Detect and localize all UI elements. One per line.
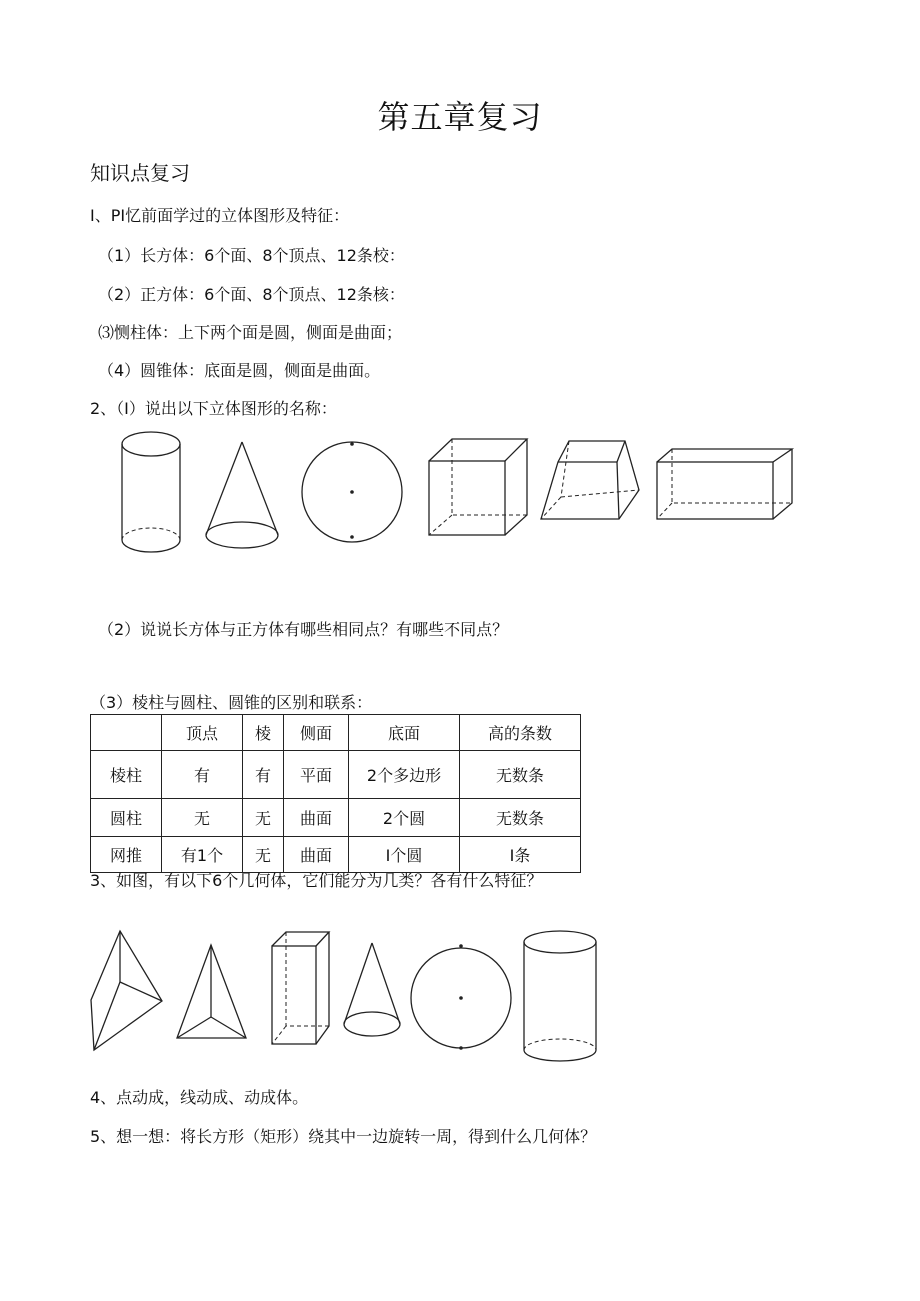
q2-part2: （2）说说长方体与正方体有哪些相同点？有哪些不同点？ (98, 620, 509, 639)
sphere-figure-2 (409, 942, 513, 1052)
comparison-table (90, 714, 581, 873)
table-header-cell: 高的条数 (460, 715, 581, 751)
table-cell: 2个圆 (349, 799, 460, 837)
table-cell: 无数条 (460, 751, 581, 799)
triangular-prism-figure (88, 928, 166, 1054)
table-cell: 曲面 (284, 799, 349, 837)
table-cell: 有 (162, 751, 243, 799)
cone-figure-2 (340, 940, 404, 1040)
table-cell: 棱柱 (91, 751, 162, 799)
q2-part3: （3）棱柱与圆柱、圆锥的区别和联系： (90, 693, 373, 712)
cylinder-figure-2 (520, 928, 600, 1066)
table-cell: 无 (162, 799, 243, 837)
table-cell: 2个多边形 (349, 751, 460, 799)
table-header-cell: 底面 (349, 715, 460, 751)
table-cell: 无数条 (460, 799, 581, 837)
q2-part1: 2、（I）说出以下立体图形的名称： (90, 399, 337, 418)
table-cell: I个圆 (349, 837, 460, 873)
cuboid-figure (653, 445, 795, 521)
table-cell: I条 (460, 837, 581, 873)
q1-item-1: （1）长方体：6个面、8个顶点、12条校： (98, 246, 405, 265)
page-title: 第五章复习 (377, 98, 543, 136)
q1-item-2: （2）正方体：6个面、8个顶点、12条核： (98, 285, 405, 304)
table-cell: 无 (243, 799, 284, 837)
q1-item-3: ⑶恻柱体：上下两个面是圆，侧面是曲面； (98, 323, 403, 342)
cylinder-figure (118, 428, 184, 554)
q5-text: 5、想一想：将长方形（矩形）绕其中一边旋转一周，得到什么几何体？ (90, 1127, 597, 1146)
table-cell: 无 (243, 837, 284, 873)
frustum-figure (537, 437, 642, 533)
table-cell: 有 (243, 751, 284, 799)
section-heading: 知识点复习 (90, 161, 190, 185)
q1-text: I、PI忆前面学过的立体图形及特征： (90, 206, 350, 225)
q4-text: 4、点动成，线动成、动成体。 (90, 1088, 309, 1107)
table-header-cell: 棱 (243, 715, 284, 751)
sphere-figure (300, 440, 404, 544)
table-row (91, 751, 581, 799)
table-header-cell (91, 715, 162, 751)
q3-text: 3、如图，有以下6个几何体，它们能分为几类？各有什么特征？ (90, 871, 543, 890)
table-cell: 曲面 (284, 837, 349, 873)
cone-figure (202, 438, 282, 554)
table-header-cell: 顶点 (162, 715, 243, 751)
table-cell: 网推 (91, 837, 162, 873)
table-header-row (91, 715, 581, 751)
cube-figure (424, 435, 530, 539)
table-cell: 圆柱 (91, 799, 162, 837)
triangular-pyramid-figure (174, 942, 248, 1042)
table-header-cell: 侧面 (284, 715, 349, 751)
table-row (91, 799, 581, 837)
table-cell: 有1个 (162, 837, 243, 873)
table-cell: 平面 (284, 751, 349, 799)
rectangular-prism-figure (268, 928, 332, 1048)
q1-item-4: （4）圆锥体：底面是圆，侧面是曲面。 (98, 361, 381, 380)
